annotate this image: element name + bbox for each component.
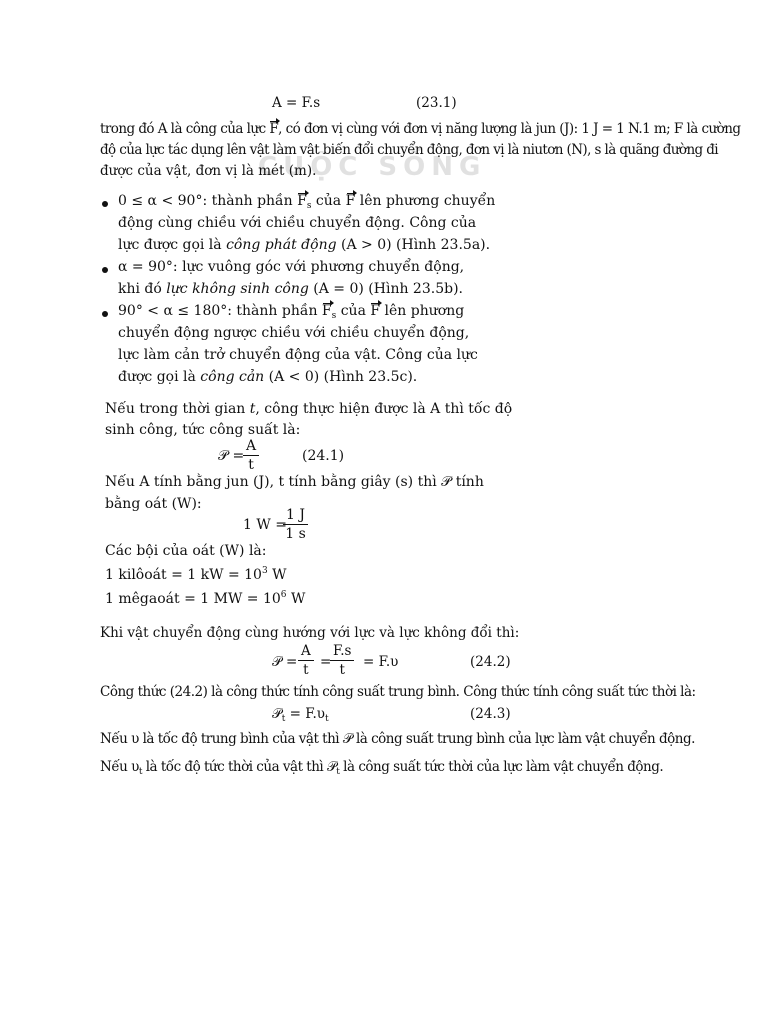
bullet-dot bbox=[102, 311, 108, 317]
bullet-line: lực làm cản trở chuyển động của vật. Công của lực bbox=[118, 347, 478, 363]
text: lên phương chuyển bbox=[355, 193, 496, 209]
text: = F.υ bbox=[285, 706, 326, 722]
denominator: t bbox=[339, 662, 345, 678]
variable-italic: t bbox=[249, 401, 256, 417]
denominator: t bbox=[303, 662, 309, 678]
numerator: F.s bbox=[330, 643, 354, 661]
force-vector: F bbox=[269, 121, 279, 137]
subscript: t bbox=[336, 767, 340, 777]
text: của bbox=[336, 303, 371, 319]
paragraph-line: Khi vật chuyển động cùng hướng với lực và lực không đổi thì: bbox=[100, 625, 520, 641]
bullet-line bbox=[118, 193, 495, 211]
equals-sign: = bbox=[320, 654, 332, 670]
text: , có đơn vị cùng với đơn vị năng lượng là jun (J): 1 J = 1 N.1 m; F là cường bbox=[278, 121, 741, 137]
text: lên phương bbox=[380, 303, 465, 319]
subscript: s bbox=[306, 201, 312, 211]
fraction bbox=[330, 643, 354, 678]
fraction bbox=[283, 507, 308, 542]
megawatt-line bbox=[105, 590, 305, 607]
paragraph-line bbox=[100, 121, 740, 137]
term-italic: lực không sinh công bbox=[166, 281, 309, 297]
equation-number: (24.2) bbox=[470, 654, 511, 670]
text: Nếu υ bbox=[100, 759, 139, 775]
paragraph-line: sinh công, tức công suất là: bbox=[105, 422, 301, 438]
paragraph-line: độ của lực tác dụng lên vật làm vật biến đổi chuyển động, đơn vị là niutơn (N), s là quãng đường đi bbox=[100, 142, 719, 158]
bullet-line: động cùng chiều với chiều chuyển động. Công của bbox=[118, 215, 477, 231]
paragraph-line: Nếu υ là tốc độ trung bình của vật thì 𝒫 là công suất trung bình của lực làm vật chuyển động. bbox=[100, 731, 695, 747]
text: 90° < α ≤ 180°: thành phần bbox=[118, 303, 322, 319]
bullet-dot bbox=[102, 201, 108, 207]
equation-24-2-lhs: 𝒫 = bbox=[272, 654, 298, 670]
text: 1 mêgaoát = 1 MW = 10 bbox=[105, 591, 281, 607]
text: (A < 0) (Hình 23.5c). bbox=[264, 369, 418, 385]
exponent: 6 bbox=[280, 590, 287, 600]
formula: A = F.s bbox=[272, 95, 321, 111]
text: 1 kilôoát = 1 kW = 10 bbox=[105, 567, 262, 583]
numerator: A bbox=[298, 643, 314, 661]
paragraph-line bbox=[100, 759, 663, 777]
equation-number: (24.1) bbox=[302, 448, 345, 464]
force-vector: F bbox=[345, 193, 356, 209]
force-vector: F bbox=[370, 303, 381, 319]
text: Nếu trong thời gian bbox=[105, 401, 250, 417]
text: W bbox=[286, 591, 306, 607]
term-italic: công cản bbox=[200, 369, 265, 385]
equation-23-1 bbox=[272, 95, 320, 111]
bullet-line bbox=[118, 303, 464, 321]
denominator: 1 s bbox=[285, 526, 306, 542]
paragraph-line: Các bội của oát (W) là: bbox=[105, 543, 267, 559]
bullet-dot bbox=[102, 267, 108, 273]
subscript: t bbox=[325, 714, 329, 724]
paragraph-line: bằng oát (W): bbox=[105, 496, 202, 512]
text: , công thực hiện được là A thì tốc độ bbox=[255, 401, 513, 417]
text: khi đó bbox=[118, 281, 167, 297]
fraction bbox=[298, 643, 314, 678]
fraction bbox=[243, 438, 259, 473]
force-component-vector: F bbox=[321, 303, 332, 319]
bullet-line: chuyển động ngược chiều với chiều chuyển động, bbox=[118, 325, 470, 341]
text: (A > 0) (Hình 23.5a). bbox=[336, 237, 491, 253]
numerator: 1 J bbox=[283, 507, 308, 525]
paragraph-line bbox=[105, 401, 512, 417]
subscript: t bbox=[138, 767, 142, 777]
force-component-vector: F bbox=[297, 193, 307, 209]
bullet-line bbox=[118, 369, 417, 385]
paragraph-line: Công thức (24.2) là công thức tính công suất trung bình. Công thức tính công suất tức thời là: bbox=[100, 684, 696, 700]
equation-rhs: = F.υ bbox=[363, 654, 399, 670]
exponent: 3 bbox=[261, 566, 268, 576]
text: là tốc độ tức thời của vật thì 𝒫 bbox=[141, 759, 337, 775]
power-symbol: 𝒫 bbox=[272, 706, 282, 722]
term-italic: công phát động bbox=[226, 237, 337, 253]
bullet-line bbox=[118, 281, 463, 297]
text: trong đó A là công của lực bbox=[100, 121, 270, 137]
paragraph-line: Nếu A tính bằng jun (J), t tính bằng giây (s) thì 𝒫 tính bbox=[105, 474, 484, 490]
denominator: t bbox=[248, 457, 254, 473]
watermark: CUỘC SỐNG bbox=[258, 152, 487, 182]
equation-number: (23.1) bbox=[416, 95, 457, 111]
equation-24-3 bbox=[272, 706, 329, 724]
text: của bbox=[311, 193, 346, 209]
text: 0 ≤ α < 90°: thành phần bbox=[118, 193, 298, 209]
text: là công suất tức thời của lực làm vật chuyển động. bbox=[339, 759, 664, 775]
equation-24-1-lhs: 𝒫 = bbox=[218, 448, 245, 464]
subscript: s bbox=[331, 311, 337, 321]
kilowatt-line bbox=[105, 566, 287, 583]
paragraph-line: được của vật, đơn vị là mét (m). bbox=[100, 163, 317, 179]
bullet-line bbox=[118, 237, 490, 253]
bullet-line: α = 90°: lực vuông góc với phương chuyển động, bbox=[118, 259, 465, 275]
numerator: A bbox=[243, 438, 259, 456]
text: W bbox=[267, 567, 287, 583]
equation-number: (24.3) bbox=[470, 706, 511, 722]
subscript: t bbox=[281, 714, 286, 724]
text: lực được gọi là bbox=[118, 237, 227, 253]
text: được gọi là bbox=[118, 369, 201, 385]
equation-watt-lhs: 1 W = bbox=[243, 517, 287, 533]
text: (A = 0) (Hình 23.5b). bbox=[308, 281, 463, 297]
